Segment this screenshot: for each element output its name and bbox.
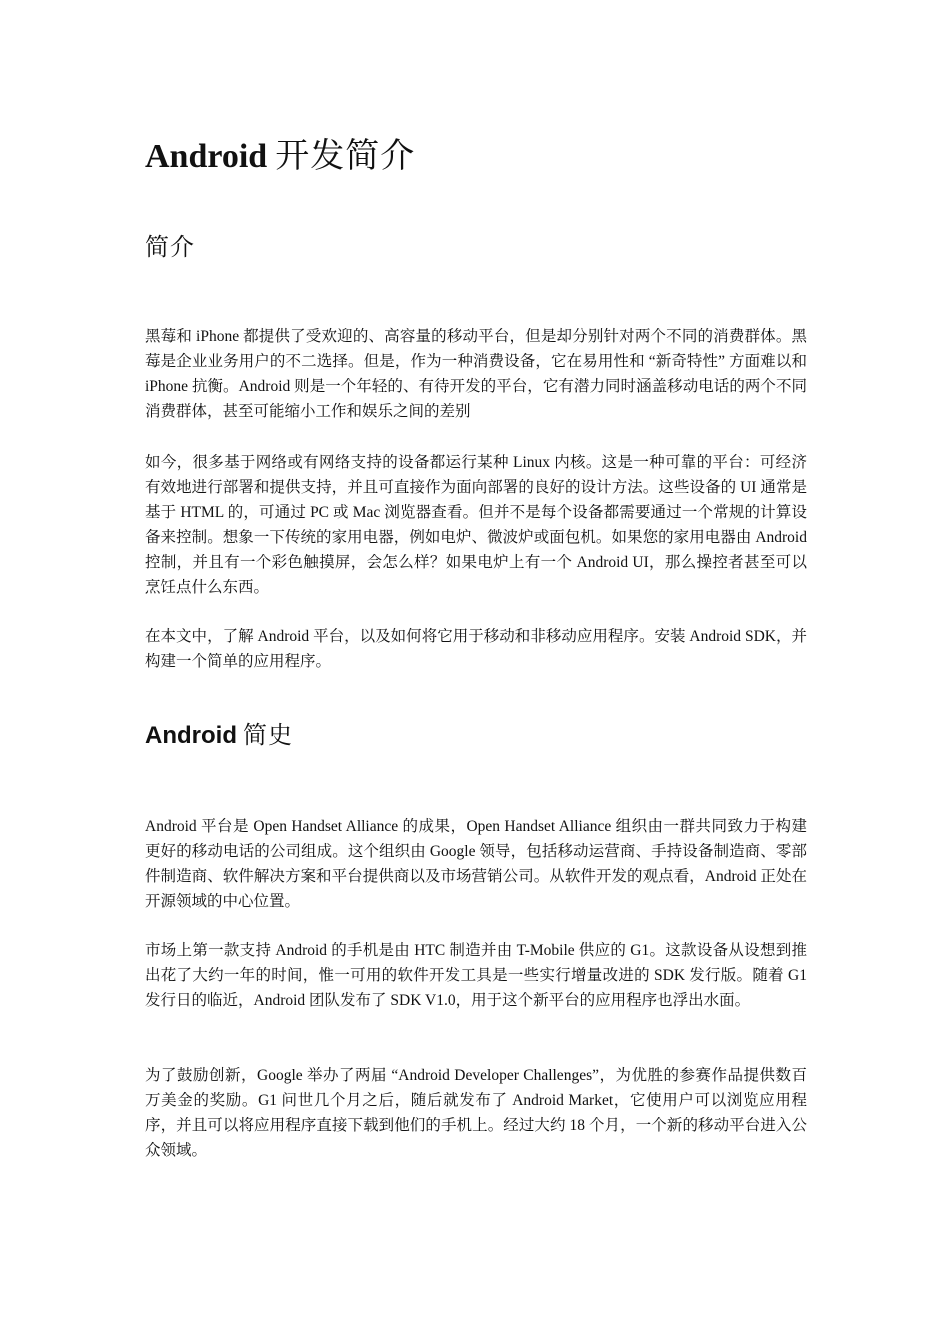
history-paragraph-3: 为了鼓励创新，Google 举办了两届 “Android Developer Challenges”，为优胜的参赛作品提供数百万美金的奖励。G1 问世几个月之后，随后就发布了 Android Market，它使用户可以浏览应用程序，并且可以将应用程序直接下载到他们的手机上。经过大约 18 个月，一个新的移动平台进入公众领域。 bbox=[145, 1067, 807, 1159]
intro-paragraph-1: 黑莓和 iPhone 都提供了受欢迎的、高容量的移动平台，但是却分别针对两个不同的消费群体。黑莓是企业业务用户的不二选择。但是，作为一种消费设备，它在易用性和 “新奇特性” 方面难以和 iPhone 抗衡。Android 则是一个年轻的、有待开发的平台，它有潜力同时涵盖移动电话的两个不同消费群体，甚至可能缩小工作和娱乐之间的差别 bbox=[145, 328, 807, 420]
document-title-cjk: 开发简介 bbox=[275, 136, 416, 176]
section-heading-intro-text: 简介 bbox=[145, 234, 195, 261]
section-heading-history-latin: Android bbox=[145, 722, 237, 749]
history-paragraph-1: Android 平台是 Open Handset Alliance 的成果，Open Handset Alliance 组织由一群共同致力于构建更好的移动电话的公司组成。这个组织由 Google 领导，包括移动运营商、手持设备制造商、零部件制造商、软件解决方案和平台提供商以及市场营销公司。从软件开发的观点看，Android 正处在开源领域的中心位置。 bbox=[145, 818, 807, 910]
history-paragraph-2: 市场上第一款支持 Android 的手机是由 HTC 制造并由 T-Mobile 供应的 G1。这款设备从设想到推出花了大约一年的时间，惟一可用的软件开发工具是一些实行增量改进的 SDK 发行版。随着 G1 发行日的临近，Android 团队发布了 SDK V1.0，用于这个新平台的应用程序也浮出水面。 bbox=[145, 942, 807, 1009]
section-heading-intro bbox=[145, 232, 195, 264]
section-heading-history-cjk: 简史 bbox=[242, 722, 293, 749]
section-heading-history bbox=[145, 720, 293, 752]
document-title-latin: Android bbox=[145, 138, 268, 175]
intro-paragraph-3: 在本文中，了解 Android 平台，以及如何将它用于移动和非移动应用程序。安装 Android SDK，并构建一个简单的应用程序。 bbox=[145, 628, 807, 670]
document-title bbox=[145, 134, 415, 179]
intro-paragraph-2: 如今，很多基于网络或有网络支持的设备都运行某种 Linux 内核。这是一种可靠的平台：可经济有效地进行部署和提供支持，并且可直接作为面向部署的良好的设计方法。这些设备的 UI 通常是基于 HTML 的，可通过 PC 或 Mac 浏览器查看。但并不是每个设备都需要通过一个常规的计算设备来控制。想象一下传统的家用电器，例如电炉、微波炉或面包机。如果您的家用电器由 Android 控制，并且有一个彩色触摸屏，会怎么样？如果电炉上有一个 Android UI，那么操控者甚至可以烹饪点什么东西。 bbox=[145, 454, 807, 596]
